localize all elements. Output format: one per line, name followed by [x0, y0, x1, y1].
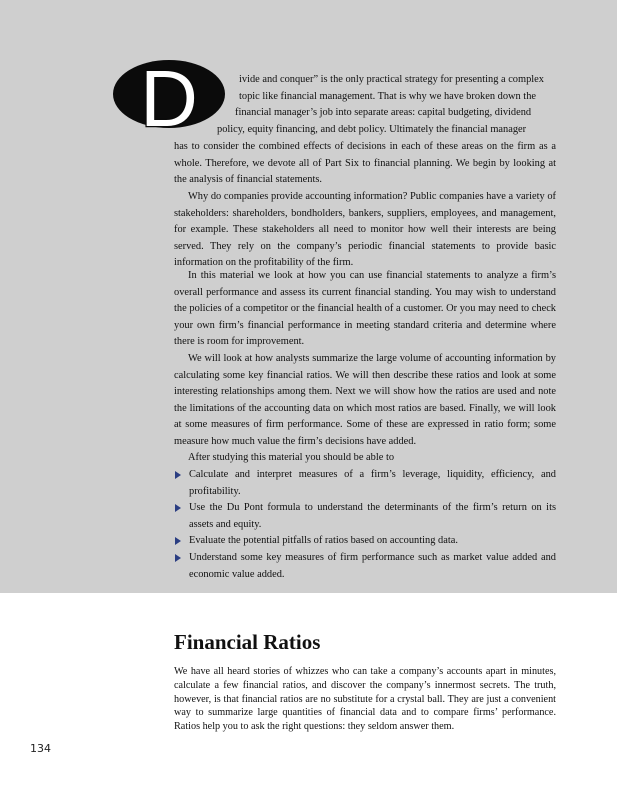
intro-line-2: topic like financial management. That is why we have broken down the: [239, 91, 537, 102]
objective-text: Understand some key measures of firm performance such as market value added and economic value added.: [189, 551, 556, 580]
dropcap-letter: D: [140, 54, 198, 132]
bullet-arrow-icon: [175, 471, 181, 479]
objective-item: [174, 550, 556, 583]
bullet-arrow-icon: [175, 504, 181, 512]
section-body: We have all heard stories of whizzes who can take a company’s accounts apart in minutes, calculate a few financial ratios, and discover the company’s innermost secrets. The truth, however, is that financial ratios are no substitute for a crystal ball. They are just a convenient way to summarize large quantities of financial data and to compare firms’ performance. Ratios help you to ask the right questions: they seldom answer them.: [174, 666, 556, 733]
intro-paragraph-rest: has to consider the combined effects of decisions in each of these areas on the firm as a whole. Therefore, we devote all of Part Six to financial planning. We begin by looking at the analysis of financial statements.: [174, 141, 556, 186]
page-number: 134: [30, 742, 51, 755]
objective-item: [174, 500, 556, 533]
intro-line-1: ivide and conquer” is the only practical strategy for presenting a complex: [239, 74, 544, 85]
intro-line-3: financial manager’s job into separate areas: capital budgeting, dividend: [235, 107, 532, 118]
dropcap-emblem: [111, 54, 229, 132]
paragraph-stakeholders: Why do companies provide accounting information? Public companies have a variety of stakeholders: shareholders, bondholders, bankers, suppliers, employees, and management, for example. These stakeholders all need to monitor how well their interests are being served. They rely on the company’s periodic financial statements to provide basic information on the profitability of the firm.: [174, 191, 556, 269]
paragraph-ratios: We will look at how analysts summarize the large volume of accounting information by calculating some key financial ratios. We will then describe these ratios and look at some interesting relationships among them. Next we will show how the ratios are used and note the limitations of the accounting data on which most ratios are based. Finally, we will look at some measures of firm performance. Some of these are expressed in ratio form; some measure how much value the firm’s decisions have added.: [174, 353, 556, 447]
objective-text: Calculate and interpret measures of a firm’s leverage, liquidity, efficiency, and profitability.: [189, 469, 556, 497]
intro-line-4: policy, equity financing, and debt policy. Ultimately the financial manager: [217, 124, 527, 135]
section-title: Financial Ratios: [174, 630, 321, 654]
objective-item: [174, 467, 556, 500]
bullet-arrow-icon: [175, 537, 181, 545]
objective-text: Evaluate the potential pitfalls of ratios based on accounting data.: [189, 535, 458, 547]
objective-item: [174, 533, 556, 550]
learning-objectives-list: [174, 467, 556, 583]
paragraph-objectives-lead: After studying this material you should be able to: [188, 452, 395, 463]
paragraph-analysis: In this material we look at how you can use financial statements to analyze a firm’s overall performance and assess its current financial standing. You may wish to understand the policies of a competitor or the financial health of a customer. Or you may need to check your own firm’s financial performance in meeting standard criteria and determine where there is room for improvement.: [174, 270, 556, 348]
objective-text: Use the Du Pont formula to understand the determinants of the firm’s return on its assets and equity.: [189, 502, 556, 530]
bullet-arrow-icon: [175, 554, 181, 562]
